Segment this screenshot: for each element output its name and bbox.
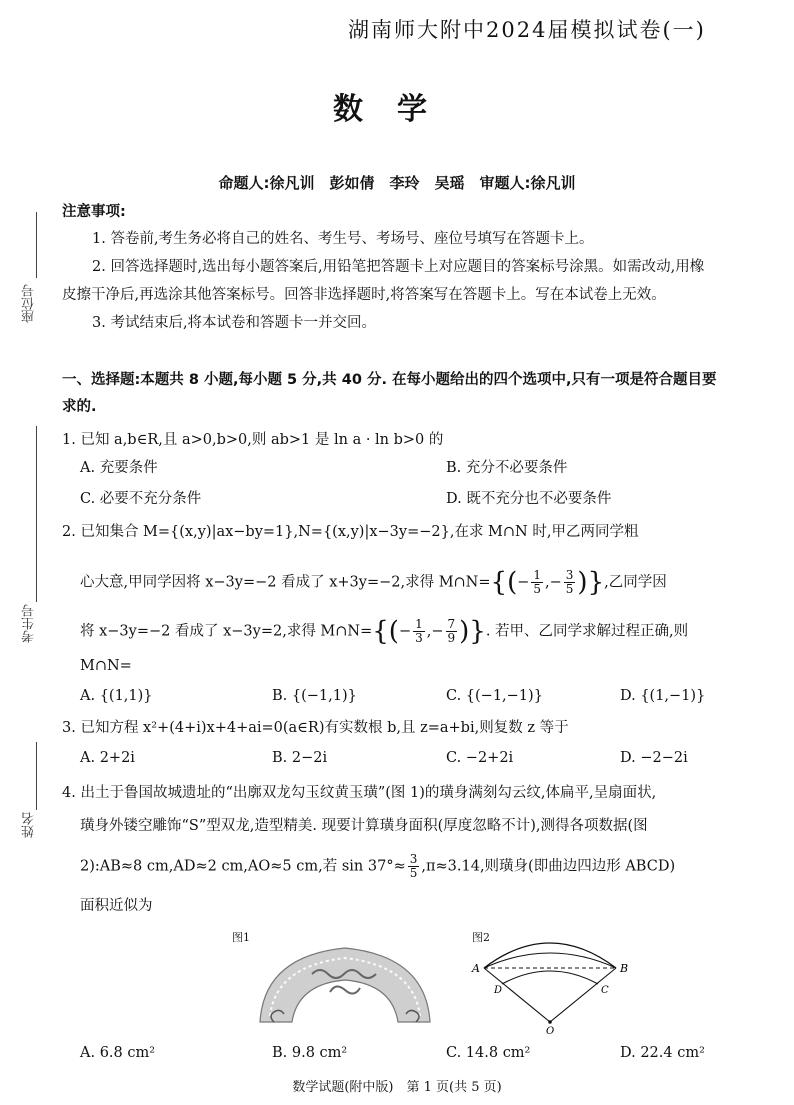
exam-no-label: 考生号 [22, 604, 37, 643]
q3-option-c: C. −2+2i [446, 750, 514, 766]
seat-label: 座位号 [22, 284, 37, 323]
q4-option-d: D. 22.4 cm² [620, 1045, 705, 1061]
exam-no-line [36, 426, 37, 602]
name-line [36, 742, 37, 810]
notice-item-1: 1. 答卷前,考生务必将自己的姓名、考生号、考场号、座位号填写在答题卡上。 [92, 231, 594, 247]
q1-option-a: A. 充要条件 [80, 460, 158, 476]
q4-line-3: 2):AB≈8 cm,AD≈2 cm,AO≈5 cm,若 sin 37°≈ $\frac{3}{5}$ ,π≈3.14,则璜身(即曲边四边形 ABCD) [80, 852, 676, 880]
q1-stem: 1. 已知 a,b∈R,且 a>0,b>0,则 ab>1 是 ln a · ln b>0 的 [62, 432, 444, 448]
q3-option-a: A. 2+2i [80, 750, 135, 766]
notice-title: 注意事项: [62, 204, 126, 220]
q2-line-1: 2. 已知集合 M={(x,y)|ax−by=1},N={(x,y)|x−3y=−2},在求 M∩N 时,甲乙两同学粗 [62, 524, 639, 540]
q1-option-d: D. 既不充分也不必要条件 [446, 491, 612, 507]
figure-2-label: 图2 [472, 931, 490, 944]
point-b-label: B [620, 962, 629, 975]
page-footer: 数学试题(附中版) 第 1 页(共 5 页) [292, 1080, 502, 1095]
q4-line-1: 4. 出土于鲁国故城遗址的“出廓双龙勾玉纹黄玉璜”(图 1)的璜身满刻勾云纹,体扁平,呈扇面状, [62, 785, 657, 801]
name-label: 姓名 [22, 812, 37, 838]
q2-option-a: A. {(1,1)} [80, 688, 153, 704]
point-c-label: C [601, 985, 609, 996]
point-a-label: A [472, 962, 480, 975]
subject-title: 数学 [333, 92, 461, 127]
q3-stem: 3. 已知方程 x²+(4+i)x+4+ai=0(a∈R)有实数根 b,且 z=a+bi,则复数 z 等于 [62, 720, 569, 736]
notice-item-3: 3. 考试结束后,将本试卷和答题卡一并交回。 [92, 315, 377, 331]
q1-option-c: C. 必要不充分条件 [80, 491, 202, 507]
q3-option-d: D. −2−2i [620, 750, 688, 766]
q2-option-d: D. {(1,−1)} [620, 688, 706, 704]
authors-line: 命题人:徐凡训 彭如倩 李玲 吴瑶 审题人:徐凡训 [218, 174, 576, 192]
q2-line-2: 心大意,甲同学因将 x−3y=−2 看成了 x+3y=−2,求得 M∩N={(− $\frac{1}{5}$ ,− $\frac{3}{5}$ )},乙同学因 [80, 567, 667, 598]
q3-option-b: B. 2−2i [272, 750, 328, 766]
q4-line-2: 璜身外镂空雕饰“S”型双龙,造型精美. 现要计算璜身面积(厚度忽略不计),测得各项数据(图 [80, 818, 648, 834]
notice-item-2-cont: 皮擦干净后,再选涂其他答案标号。回答非选择题时,将答案写在答题卡上。写在本试卷上无效。 [62, 287, 666, 303]
q4-option-b: B. 9.8 cm² [272, 1045, 348, 1061]
exam-header: 湖南师大附中2024届模拟试卷(一) [348, 18, 706, 42]
notice-item-2: 2. 回答选择题时,选出每小题答案后,用铅笔把答题卡上对应题目的答案标号涂黑。如需改动,用橡 [92, 259, 705, 275]
sector-diagram [470, 930, 634, 1034]
q2-option-b: B. {(−1,1)} [272, 688, 357, 704]
q4-option-c: C. 14.8 cm² [446, 1045, 531, 1061]
section-heading-cont: 求的. [62, 399, 97, 415]
seat-line [36, 212, 37, 278]
q2-line-3: 将 x−3y=−2 看成了 x−3y=2,求得 M∩N={(− $\frac{1}{3}$ ,− $\frac{7}{9}$ )}. 若甲、乙同学求解过程正确,则 [80, 616, 689, 647]
q4-option-a: A. 6.8 cm² [80, 1045, 156, 1061]
point-d-label: D [494, 985, 503, 996]
q1-option-b: B. 充分不必要条件 [446, 460, 568, 476]
q2-option-c: C. {(−1,−1)} [446, 688, 543, 704]
section-heading: 一、选择题:本题共 8 小题,每小题 5 分,共 40 分. 在每小题给出的四个选项中,只有一项是符合题目要 [62, 372, 717, 388]
figure-1-label: 图1 [232, 931, 250, 944]
jade-pendant-figure [252, 938, 438, 1030]
q2-line-4: M∩N= [80, 658, 132, 674]
point-o-label: O [546, 1026, 555, 1034]
q4-line-4: 面积近似为 [80, 898, 153, 914]
